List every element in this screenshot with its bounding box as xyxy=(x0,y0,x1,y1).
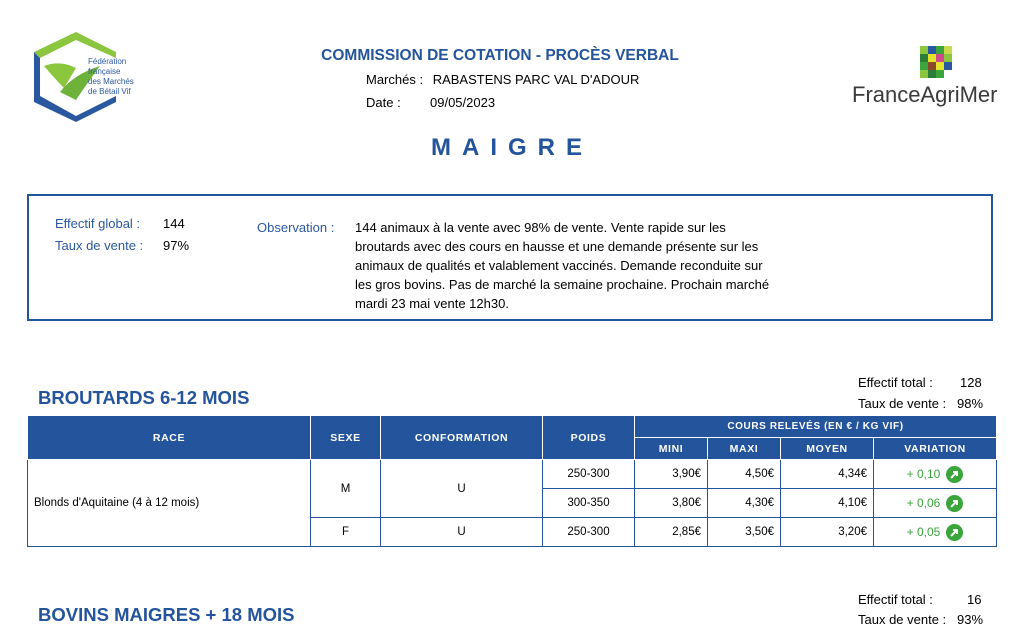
taux-vente-label: Taux de vente : xyxy=(55,238,144,253)
date-label: Date : xyxy=(366,95,401,110)
broutards-effectif-label: Effectif total : xyxy=(858,375,933,390)
effectif-global-value: 144 xyxy=(163,216,185,231)
mini-cell: 3,80€ xyxy=(635,489,708,518)
conformation-cell: U xyxy=(381,518,543,547)
federation-logo xyxy=(30,30,160,122)
bovins-taux-value: 93% xyxy=(957,612,984,627)
logo-line-1: Fédération xyxy=(88,57,127,66)
variation-cell xyxy=(874,518,997,547)
header-maxi: MAXI xyxy=(708,438,781,460)
variation-cell xyxy=(874,460,997,489)
header-sexe: SEXE xyxy=(311,416,381,460)
section-title: MAIGRE xyxy=(431,134,593,161)
maxi-cell: 4,30€ xyxy=(708,489,781,518)
bovins-effectif-label: Effectif total : xyxy=(858,592,933,607)
broutards-effectif-value: 128 xyxy=(960,375,982,390)
maxi-cell: 4,50€ xyxy=(708,460,781,489)
poids-cell: 250-300 xyxy=(543,518,635,547)
conformation-cell: U xyxy=(381,460,543,518)
date-row xyxy=(366,95,495,110)
variation-cell xyxy=(874,489,997,518)
moyen-cell: 4,10€ xyxy=(781,489,874,518)
header-poids: POIDS xyxy=(543,416,635,460)
brand-name: FranceAgriMer xyxy=(852,82,998,107)
header-mini: MINI xyxy=(635,438,708,460)
header-conformation: CONFORMATION xyxy=(381,416,543,460)
moyen-cell: 4,34€ xyxy=(781,460,874,489)
trend-up-icon xyxy=(946,495,963,512)
bovins-effectif-value: 16 xyxy=(967,592,982,607)
mini-cell: 2,85€ xyxy=(635,518,708,547)
broutards-title: BROUTARDS 6-12 MOIS xyxy=(38,387,250,408)
moyen-cell: 3,20€ xyxy=(781,518,874,547)
report-title: COMMISSION DE COTATION - PROCÈS VERBAL xyxy=(321,47,679,64)
poids-cell: 250-300 xyxy=(543,460,635,489)
sexe-cell: M xyxy=(311,460,381,518)
logo-line-3: des Marchés xyxy=(88,77,134,86)
race-cell: Blonds d'Aquitaine (4 à 12 mois) xyxy=(28,460,311,547)
variation-value: + 0,05 xyxy=(906,525,941,539)
header-cours: COURS RELEVÉS (EN € / KG VIF) xyxy=(635,416,997,438)
variation-value: + 0,10 xyxy=(906,467,941,481)
header-variation: VARIATION xyxy=(874,438,997,460)
trend-up-icon xyxy=(946,466,963,483)
market-row xyxy=(366,72,639,87)
table-row xyxy=(28,460,997,489)
header-moyen: MOYEN xyxy=(781,438,874,460)
trend-up-icon xyxy=(946,524,963,541)
effectif-global-label: Effectif global : xyxy=(55,216,141,231)
logo-line-2: française xyxy=(88,67,121,76)
maxi-cell: 3,50€ xyxy=(708,518,781,547)
broutards-taux-value: 98% xyxy=(957,396,984,411)
market-value: RABASTENS PARC VAL D'ADOUR xyxy=(432,72,640,87)
variation-value: + 0,06 xyxy=(906,496,941,510)
broutards-table xyxy=(27,415,997,547)
taux-vente-value: 97% xyxy=(163,238,190,253)
sexe-cell: F xyxy=(311,518,381,547)
poids-cell: 300-350 xyxy=(543,489,635,518)
bovins-title: BOVINS MAIGRES + 18 MOIS xyxy=(38,604,295,625)
market-label: Marchés : xyxy=(366,72,424,87)
header-race: RACE xyxy=(28,416,311,460)
observation-text: 144 animaux à la vente avec 98% de vente. Vente rapide sur les broutards avec des cours en hausse et une demande présente sur les animaux de qualités et valablement vaccinés. Demande reconduite sur les gros bovins. Pas de marché la semaine prochaine. Prochain marché mardi 23 mai vente 12h30. xyxy=(355,220,770,311)
observation-label: Observation : xyxy=(257,220,335,235)
bovins-taux-label: Taux de vente : xyxy=(858,612,947,627)
date-value: 09/05/2023 xyxy=(430,95,496,110)
mini-cell: 3,90€ xyxy=(635,460,708,489)
logo-line-4: de Bétail Vif xyxy=(88,87,131,96)
broutards-taux-label: Taux de vente : xyxy=(858,396,947,411)
